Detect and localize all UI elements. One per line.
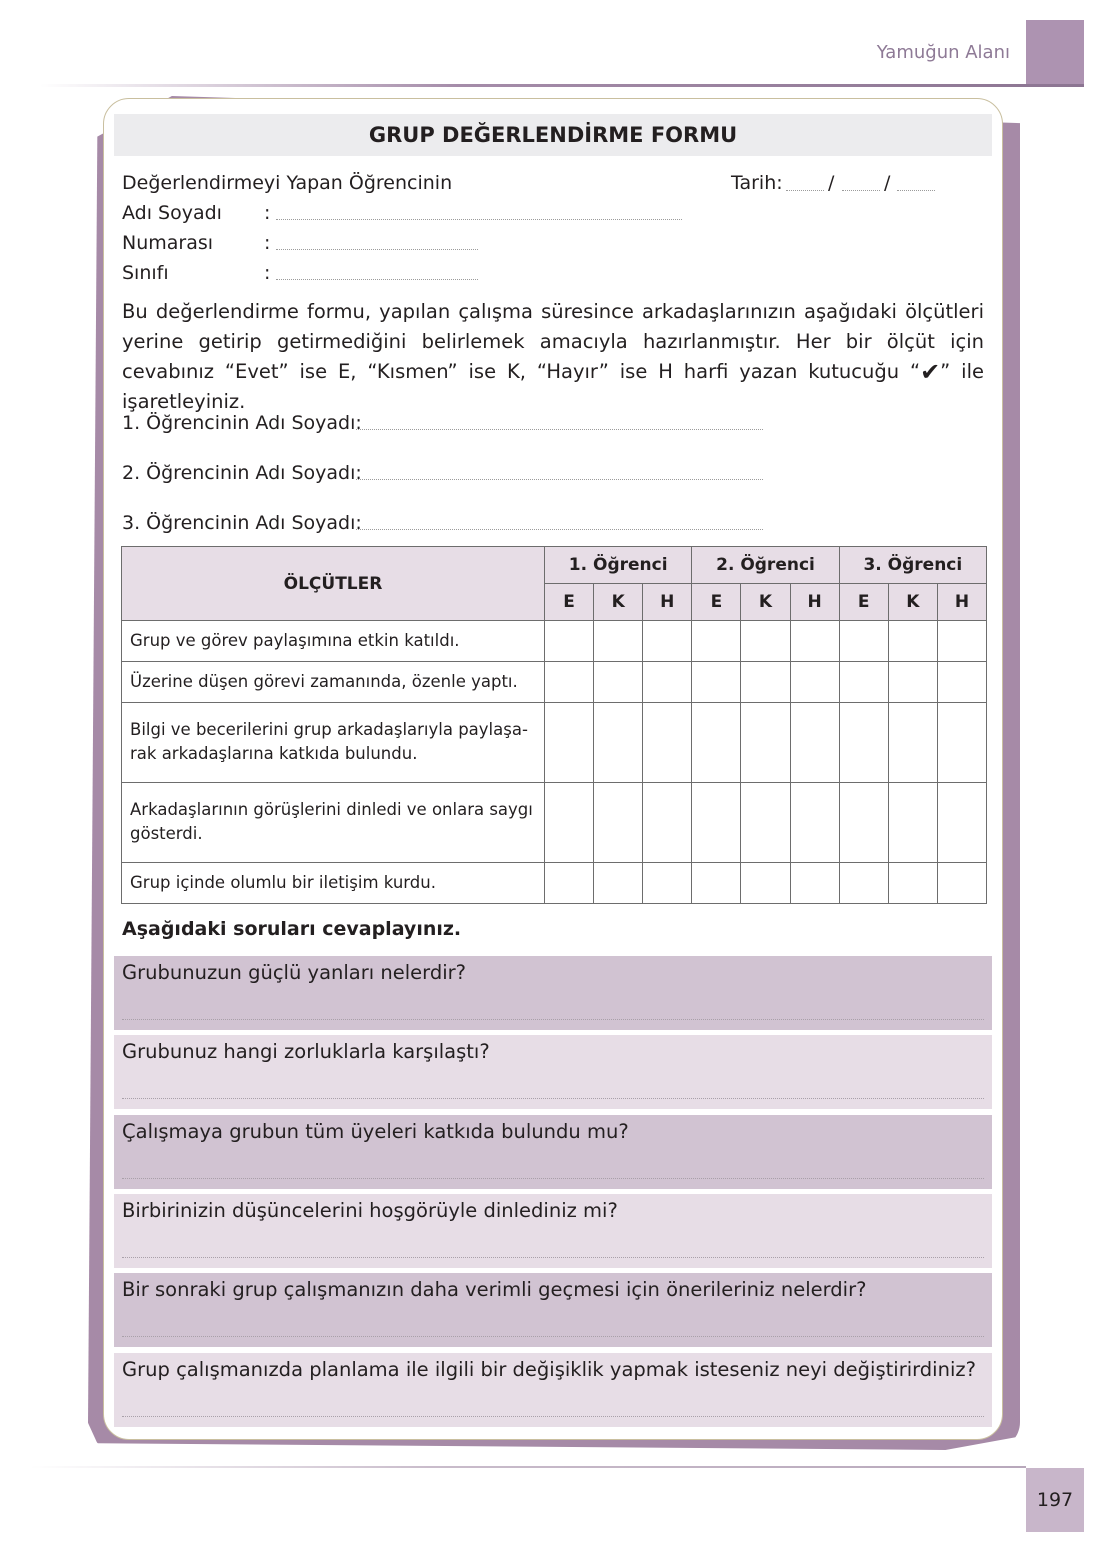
check-cell[interactable]	[594, 702, 643, 782]
question-text: Çalışmaya grubun tüm üyeleri katkıda bulundu mu?	[122, 1120, 629, 1143]
criteria-header: ÖLÇÜTLER	[122, 547, 545, 621]
check-cell[interactable]	[692, 863, 741, 904]
section-title: Yamuğun Alanı	[876, 42, 1010, 63]
question-box	[114, 1035, 992, 1109]
check-cell[interactable]	[888, 621, 937, 662]
option-header-k: K	[741, 584, 790, 621]
number-field[interactable]	[276, 249, 478, 250]
check-cell[interactable]	[594, 863, 643, 904]
footer-rule	[30, 1466, 1026, 1468]
question-box	[114, 956, 992, 1030]
criteria-row	[122, 702, 987, 782]
instructions-text: Bu değerlendirme formu, yapılan çalışma süresince arkadaşlarınızın aşağıdaki ölçütleri yerine getirip getirmediğini belirlemek amacıyla hazırlanmıştır. Her bir ölçüt için cevabınız “Evet” ise E, “Kısmen” ise K, “Hayır” ise H harfi yazan kutucuğu “	[122, 300, 984, 383]
option-header-h: H	[790, 584, 839, 621]
header-rule	[40, 84, 1084, 87]
student-3-label: 3. Öğrencinin Adı Soyadı:	[122, 512, 362, 534]
check-cell[interactable]	[888, 702, 937, 782]
check-cell[interactable]	[888, 661, 937, 702]
header-tab	[1026, 20, 1084, 84]
student-2-name-field[interactable]	[356, 479, 763, 480]
check-cell[interactable]	[888, 782, 937, 862]
field-colon: :	[264, 262, 271, 284]
class-label: Sınıfı	[122, 262, 169, 284]
check-cell[interactable]	[692, 621, 741, 662]
option-header-e: E	[545, 584, 594, 621]
check-cell[interactable]	[545, 782, 594, 862]
answer-line[interactable]	[122, 1178, 984, 1179]
check-cell[interactable]	[937, 702, 986, 782]
date-year-field[interactable]	[897, 190, 935, 191]
check-cell[interactable]	[790, 661, 839, 702]
date-separator: /	[884, 172, 891, 194]
option-header-h: H	[937, 584, 986, 621]
check-cell[interactable]	[937, 621, 986, 662]
criterion-text: Grup içinde olumlu bir iletişim kurdu.	[122, 863, 545, 904]
check-cell[interactable]	[692, 702, 741, 782]
field-colon: :	[264, 232, 271, 254]
check-cell[interactable]	[692, 782, 741, 862]
check-cell[interactable]	[839, 863, 888, 904]
name-field[interactable]	[276, 219, 682, 220]
date-separator: /	[828, 172, 835, 194]
check-cell[interactable]	[643, 621, 692, 662]
check-cell[interactable]	[545, 661, 594, 702]
number-label: Numarası	[122, 232, 214, 254]
instructions-text-end: ” ile işaretleyiniz.	[122, 360, 984, 413]
answer-line[interactable]	[122, 1019, 984, 1020]
check-cell[interactable]	[741, 661, 790, 702]
criterion-text: Arkadaşlarının görüşlerini dinledi ve onlara saygı gösterdi.	[122, 782, 545, 862]
check-cell[interactable]	[839, 661, 888, 702]
option-header-k: K	[888, 584, 937, 621]
check-cell[interactable]	[839, 702, 888, 782]
check-cell[interactable]	[643, 863, 692, 904]
instructions-paragraph	[122, 297, 984, 417]
class-field[interactable]	[276, 279, 478, 280]
name-label: Adı Soyadı	[122, 202, 222, 224]
check-cell[interactable]	[594, 782, 643, 862]
question-text: Birbirinizin düşüncelerini hoşgörüyle dinlediniz mi?	[122, 1199, 618, 1222]
evaluator-label: Değerlendirmeyi Yapan Öğrencinin	[122, 172, 453, 194]
answer-line[interactable]	[122, 1416, 984, 1417]
criteria-row	[122, 782, 987, 862]
check-cell[interactable]	[937, 661, 986, 702]
checkmark-icon: ✔	[920, 358, 941, 386]
check-cell[interactable]	[643, 782, 692, 862]
student-1-name-field[interactable]	[356, 429, 763, 430]
option-header-h: H	[643, 584, 692, 621]
check-cell[interactable]	[888, 863, 937, 904]
student-2-header: 2. Öğrenci	[692, 547, 839, 584]
answer-line[interactable]	[122, 1098, 984, 1099]
check-cell[interactable]	[839, 621, 888, 662]
criterion-text: Üzerine düşen görevi zamanında, özenle yaptı.	[122, 661, 545, 702]
check-cell[interactable]	[545, 702, 594, 782]
student-1-header: 1. Öğrenci	[545, 547, 692, 584]
criterion-text: Grup ve görev paylaşımına etkin katıldı.	[122, 621, 545, 662]
criterion-text: Bilgi ve becerilerini grup arkadaşlarıyla paylaşa-rak arkadaşlarına katkıda bulundu.	[122, 702, 545, 782]
check-cell[interactable]	[594, 621, 643, 662]
question-text: Grup çalışmanızda planlama ile ilgili bir değişiklik yapmak isteseniz neyi değiştirirdiniz?	[122, 1358, 976, 1381]
check-cell[interactable]	[790, 621, 839, 662]
question-text: Bir sonraki grup çalışmanızın daha verimli geçmesi için önerileriniz nelerdir?	[122, 1278, 867, 1301]
date-label: Tarih:	[731, 172, 783, 194]
check-cell[interactable]	[643, 702, 692, 782]
date-day-field[interactable]	[786, 190, 824, 191]
check-cell[interactable]	[741, 782, 790, 862]
question-box	[114, 1194, 992, 1268]
check-cell[interactable]	[643, 661, 692, 702]
student-1-label: 1. Öğrencinin Adı Soyadı:	[122, 412, 362, 434]
criteria-row	[122, 661, 987, 702]
check-cell[interactable]	[937, 863, 986, 904]
criteria-table	[121, 546, 987, 904]
criteria-row	[122, 863, 987, 904]
question-box	[114, 1273, 992, 1347]
check-cell[interactable]	[545, 621, 594, 662]
option-header-k: K	[594, 584, 643, 621]
check-cell[interactable]	[790, 863, 839, 904]
check-cell[interactable]	[741, 863, 790, 904]
check-cell[interactable]	[790, 782, 839, 862]
field-colon: :	[264, 202, 271, 224]
student-3-header: 3. Öğrenci	[839, 547, 986, 584]
answer-line[interactable]	[122, 1257, 984, 1258]
check-cell[interactable]	[545, 863, 594, 904]
check-cell[interactable]	[937, 782, 986, 862]
check-cell[interactable]	[839, 782, 888, 862]
question-box	[114, 1353, 992, 1427]
check-cell[interactable]	[692, 661, 741, 702]
questions-heading: Aşağıdaki soruları cevaplayınız.	[122, 918, 462, 940]
page-number: 197	[1026, 1468, 1084, 1532]
question-text: Grubunuzun güçlü yanları nelerdir?	[122, 961, 466, 984]
question-text: Grubunuz hangi zorluklarla karşılaştı?	[122, 1040, 490, 1063]
check-cell[interactable]	[790, 702, 839, 782]
criteria-row	[122, 621, 987, 662]
check-cell[interactable]	[741, 702, 790, 782]
check-cell[interactable]	[741, 621, 790, 662]
answer-line[interactable]	[122, 1336, 984, 1337]
question-box	[114, 1115, 992, 1189]
date-month-field[interactable]	[842, 190, 880, 191]
student-2-label: 2. Öğrencinin Adı Soyadı:	[122, 462, 362, 484]
student-3-name-field[interactable]	[356, 529, 763, 530]
form-title: GRUP DEĞERLENDİRME FORMU	[114, 114, 992, 156]
option-header-e: E	[692, 584, 741, 621]
option-header-e: E	[839, 584, 888, 621]
check-cell[interactable]	[594, 661, 643, 702]
